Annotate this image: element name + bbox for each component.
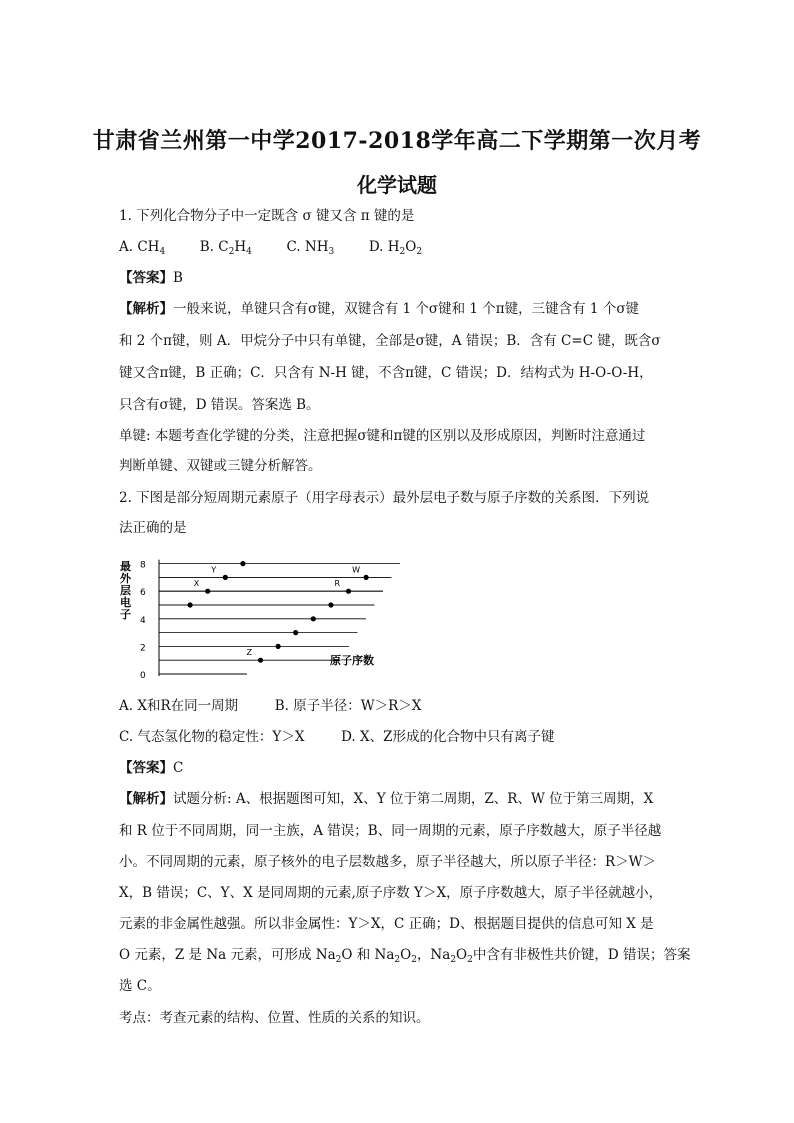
q2-option-d: D. X、Z形成的化合物中只有离子键 — [341, 729, 555, 745]
chart-point — [276, 644, 281, 649]
chart-tick-label: 0 — [140, 671, 146, 681]
chart-point — [364, 575, 369, 580]
q2-analysis-3: 小。不同周期的元素，原子核外的电子层数越多，原子半径越大，所以原子半径：R＞W＞ — [119, 854, 657, 870]
q2-analysis-7: 选 C。 — [119, 978, 161, 994]
chart-point-label: Y — [211, 565, 217, 575]
q2-stem-1: 2. 下图是部分短周期元素原子（用字母表示）最外层电子数与原子序数的关系图．下列说 — [119, 490, 650, 506]
q2-analysis-2: 和 R 位于不同周期，同一主族，A 错误；B、同一周期的元素，原子序数越大，原子半径越 — [119, 823, 662, 839]
q1-analysis-2: 和 2 个π键，则 A．甲烷分子中只有单键，全部是σ键，A 错误；B．含有 C=C 键，既含σ — [119, 333, 661, 349]
q2-answer: 【答案】C — [119, 760, 184, 776]
chart-tick-label: 8 — [140, 560, 146, 571]
q1-analysis-3: 键又含π键，B 正确；C．只含有 N-H 键，不含π键，C 错误；D．结构式为 H-O-O-H， — [119, 365, 653, 381]
chart-point — [311, 616, 316, 621]
chart-point-label: R — [334, 579, 341, 589]
q1-option-b: B. $C_2H_4$ — [199, 239, 252, 257]
chart-x-label: 原子序数 — [330, 654, 374, 667]
q1-option-a: A. $CH_4$ — [119, 239, 166, 257]
q2-options-row-2 — [119, 727, 554, 747]
q1-comment-2: 判断单键、双键或三键分析解答。 — [119, 458, 322, 474]
document-title: 甘肃省兰州第一中学2017-2018学年高二下学期第一次月考 — [92, 128, 702, 154]
chart-point — [188, 602, 193, 607]
chart-point — [240, 561, 245, 566]
q1-options — [119, 237, 422, 257]
chart-tick-label: 4 — [140, 615, 146, 626]
q1-analysis-1: 【解析】一般来说，单键只含有σ键，双键含有 1 个σ键和 1 个π键，三键含有 1 个σ键 — [119, 301, 640, 317]
q1-answer: 【答案】B — [119, 270, 183, 286]
q2-option-c: C. 气态氢化物的稳定性：Y＞X — [119, 729, 305, 745]
q2-analysis-1: 【解析】试题分析: A、根据题图可知，X、Y 位于第二周期，Z、R、W 位于第三周期，X — [119, 791, 654, 807]
q1-option-d: D. $H_2O_2$ — [368, 239, 423, 257]
q2-analysis-5: 元素的非金属性越强。所以非金属性：Y＞X，C 正确；D、根据题目提供的信息可知 X 是 — [119, 916, 654, 932]
chart-tick-label: 2 — [140, 643, 146, 654]
chart-point — [346, 589, 351, 594]
chart-point — [328, 602, 333, 607]
chart-y-label: 最外层电子 — [120, 560, 131, 621]
electron-chart — [112, 552, 412, 687]
q1-comment-1: 单键: 本题考查化学键的分类，注意把握σ键和π键的区别以及形成原因，判断时注意通过 — [119, 428, 646, 444]
chart-point — [205, 589, 210, 594]
chart-point-label: X — [193, 579, 200, 589]
chart-tick-label: 6 — [140, 588, 146, 599]
chart-point-label: Z — [246, 648, 252, 658]
chart-point — [223, 575, 228, 580]
q2-option-a: A. X和R在同一周期 — [119, 698, 239, 714]
chart-point-label: W — [352, 565, 361, 575]
chart-point — [258, 658, 263, 663]
q2-stem-2: 法正确的是 — [119, 520, 187, 536]
q2-analysis-4: X，B 错误；C、Y、X 是同周期的元素,原子序数 Y＞X，原子序数越大，原子半径就越小， — [119, 885, 663, 901]
q2-analysis-6: O 元素，Z 是 Na 元素，可形成 $Na_2O$ 和 $Na_2O_2$，$Na_2O_2$中含有非极性共价键，D 错误；答案 — [119, 947, 691, 965]
chart-point — [293, 630, 298, 635]
q1-option-c: C. $NH_3$ — [286, 239, 335, 257]
q2-option-b: B. 原子半径：W＞R＞X — [274, 698, 422, 714]
document-subtitle: 化学试题 — [357, 173, 437, 197]
q1-stem: 1. 下列化合物分子中一定既含 σ 键又含 π 键的是 — [119, 208, 415, 224]
q2-kaodian: 考点：考查元素的结构、位置、性质的关系的知识。 — [119, 1010, 430, 1026]
q1-analysis-4: 只含有σ键，D 错误。答案选 B。 — [119, 397, 320, 413]
q2-options-row-1 — [119, 696, 421, 716]
